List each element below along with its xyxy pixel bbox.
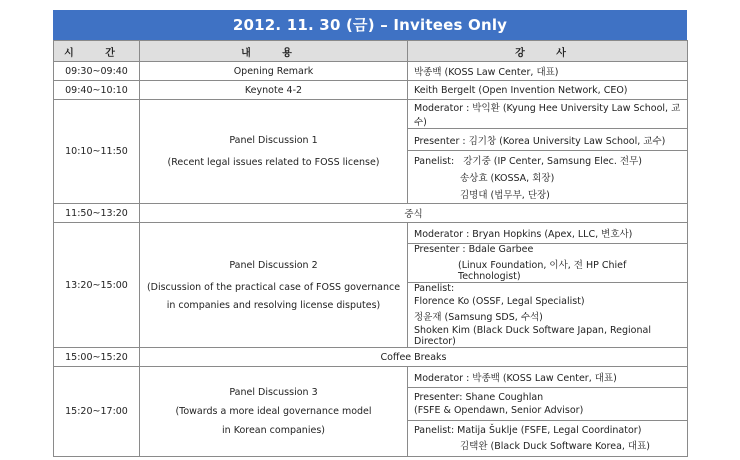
row-span: 중식 (140, 204, 688, 223)
row-time: 15:20~17:00 (54, 367, 140, 457)
table-row (54, 367, 688, 388)
presenter-name: Presenter: Shane Coughlan (414, 392, 544, 403)
row-content (140, 367, 408, 457)
row-speaker: Keith Bergelt (Open Invention Network, CEO) (408, 81, 688, 100)
row-time: 09:40~10:10 (54, 81, 140, 100)
header-content: 내 용 (140, 41, 408, 62)
panel-subtitle: (Recent legal issues related to FOSS license) (167, 157, 380, 168)
panelist: 강기중 (IP Center, Samsung Elec. 전무) (463, 156, 642, 167)
table-row (54, 81, 688, 100)
row-time: 13:20~15:00 (54, 223, 140, 348)
row-content (140, 223, 408, 348)
panel-subtitle: in Korean companies) (222, 425, 325, 436)
panel-subtitle: (Towards a more ideal governance model (175, 406, 372, 417)
table-row (54, 100, 688, 129)
panelist: 김택완 (Black Duck Software Korea, 대표) (460, 441, 650, 452)
panel-subtitle: in companies and resolving license disputes) (166, 299, 381, 311)
panelist-label: Panelist: (414, 156, 455, 167)
presenter-affiliation: (FSFE & Opendawn, Senior Advisor) (414, 405, 584, 416)
table-row (54, 348, 688, 367)
presenter (408, 388, 688, 421)
row-content (140, 100, 408, 204)
panel-title: Panel Discussion 3 (229, 387, 318, 398)
panelist: 김명대 (법무부, 단장) (460, 190, 550, 201)
schedule (53, 10, 687, 457)
panel-title: Panel Discussion 2 (229, 259, 318, 271)
moderator: Moderator : 박종백 (KOSS Law Center, 대표) (408, 367, 688, 388)
row-time: 11:50~13:20 (54, 204, 140, 223)
schedule-banner: 2012. 11. 30 (금) – Invitees Only (53, 10, 687, 40)
row-time: 15:00~15:20 (54, 348, 140, 367)
panel-title: Panel Discussion 1 (229, 135, 318, 146)
panel-subtitle: (Discussion of the practical case of FOSS governance (146, 281, 401, 293)
panelist: Shoken Kim (Black Duck Software Japan, Regional Director) (414, 325, 651, 347)
panelist: 송상효 (KOSSA, 회장) (460, 173, 555, 184)
presenter: Presenter : 김기창 (Korea University Law School, 교수) (408, 129, 688, 151)
table-row (54, 204, 688, 223)
header-time: 시 간 (54, 41, 140, 62)
row-time: 10:10~11:50 (54, 100, 140, 204)
table-header-row (54, 41, 688, 62)
moderator: Moderator : 박익환 (Kyung Hee University Law School, 교수) (408, 100, 688, 129)
row-speaker: 박종백 (KOSS Law Center, 대표) (408, 62, 688, 81)
moderator: Moderator : Bryan Hopkins (Apex, LLC, 변호사) (408, 223, 688, 244)
row-time: 09:30~09:40 (54, 62, 140, 81)
row-content: Keynote 4-2 (140, 81, 408, 100)
panelist-label: Panelist: (414, 283, 455, 294)
schedule-table (53, 40, 688, 457)
table-row (54, 223, 688, 244)
panelist: Florence Ko (OSSF, Legal Specialist) (414, 296, 585, 307)
panelist: 정윤재 (Samsung SDS, 수석) (414, 312, 543, 323)
row-span: Coffee Breaks (140, 348, 688, 367)
panelists (408, 283, 688, 348)
panelists (408, 151, 688, 204)
panelist: Panelist: Matija Šuklje (FSFE, Legal Coordinator) (414, 425, 642, 436)
presenter-name: Presenter : Bdale Garbee (414, 244, 534, 255)
table-row (54, 62, 688, 81)
header-speaker: 강 사 (408, 41, 688, 62)
presenter (408, 244, 688, 283)
row-content: Opening Remark (140, 62, 408, 81)
panelists (408, 421, 688, 457)
panelist-line (414, 153, 687, 167)
presenter-affiliation: (Linux Foundation, 이사, 전 HP Chief Technologist) (458, 260, 627, 282)
